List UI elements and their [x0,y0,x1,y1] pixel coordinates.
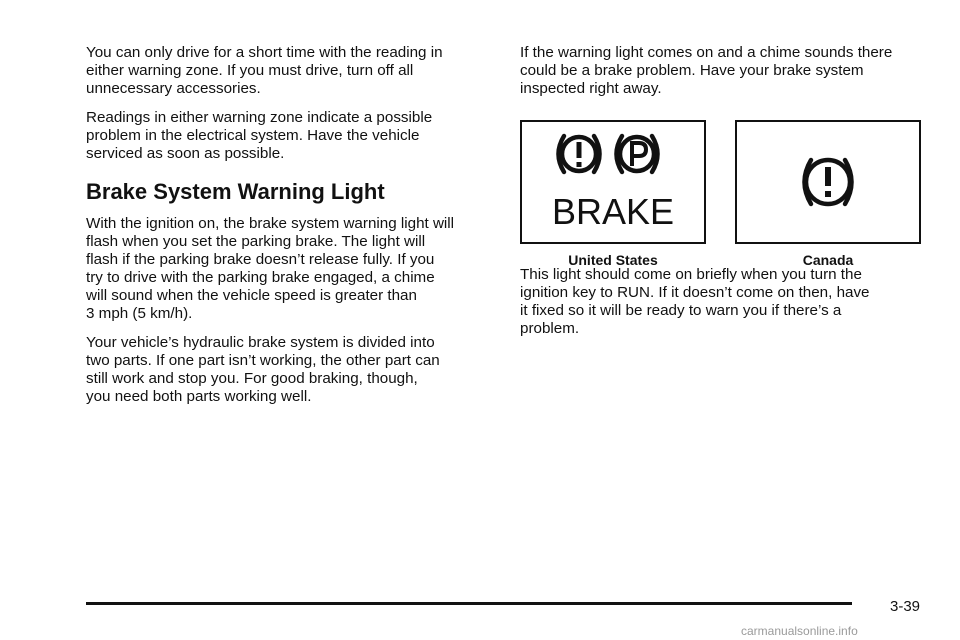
paragraph-brake-light: With the ignition on, the brake system warning light will flash when you set the parking brake. The light will flash if the parking brake doesn’t release fully. If you try to drive with the parking brake engaged, a chime will sound when the vehicle speed is greater than 3 mph (5 km/h). [86,215,455,322]
paragraph-warning-chime: If the warning light comes on and a chime sounds there could be a brake problem. Have your brake system inspected right away. [520,44,893,97]
paragraph-warning-zone: You can only drive for a short time with the reading in either warning zone. If you must drive, turn off all unnecessary accessories. [86,44,443,97]
figure-united-states [520,120,706,244]
brake-warning-icon [737,122,919,242]
brake-symbol-text: BRAKE [551,191,675,232]
caption-united-states: United States [568,252,658,268]
section-heading: Brake System Warning Light [86,179,385,204]
figure-group [520,120,930,294]
left-column [86,44,486,417]
page-number: 3-39 [890,598,921,615]
watermark: carmanualsonline.info [741,624,858,638]
right-column [520,44,930,349]
paragraph-hydraulic-system: Your vehicle’s hydraulic brake system is divided into two parts. If one part isn’t working, the other part can still work and stop you. For good braking, though, you need both parts working well. [86,334,440,405]
figure-canada [735,120,921,244]
brake-warning-and-parking-icons [522,122,704,242]
paragraph-electrical-problem: Readings in either warning zone indicate a possible problem in the electrical system. Have the vehicle serviced as soon as possible. [86,109,433,162]
paragraph-ignition-check: This light should come on briefly when you turn the ignition key to RUN. If it doesn’t come on then, have it fixed so it will be ready to warn you if there’s a problem. [520,266,870,337]
footer-rule [86,602,852,605]
caption-canada: Canada [802,252,854,268]
